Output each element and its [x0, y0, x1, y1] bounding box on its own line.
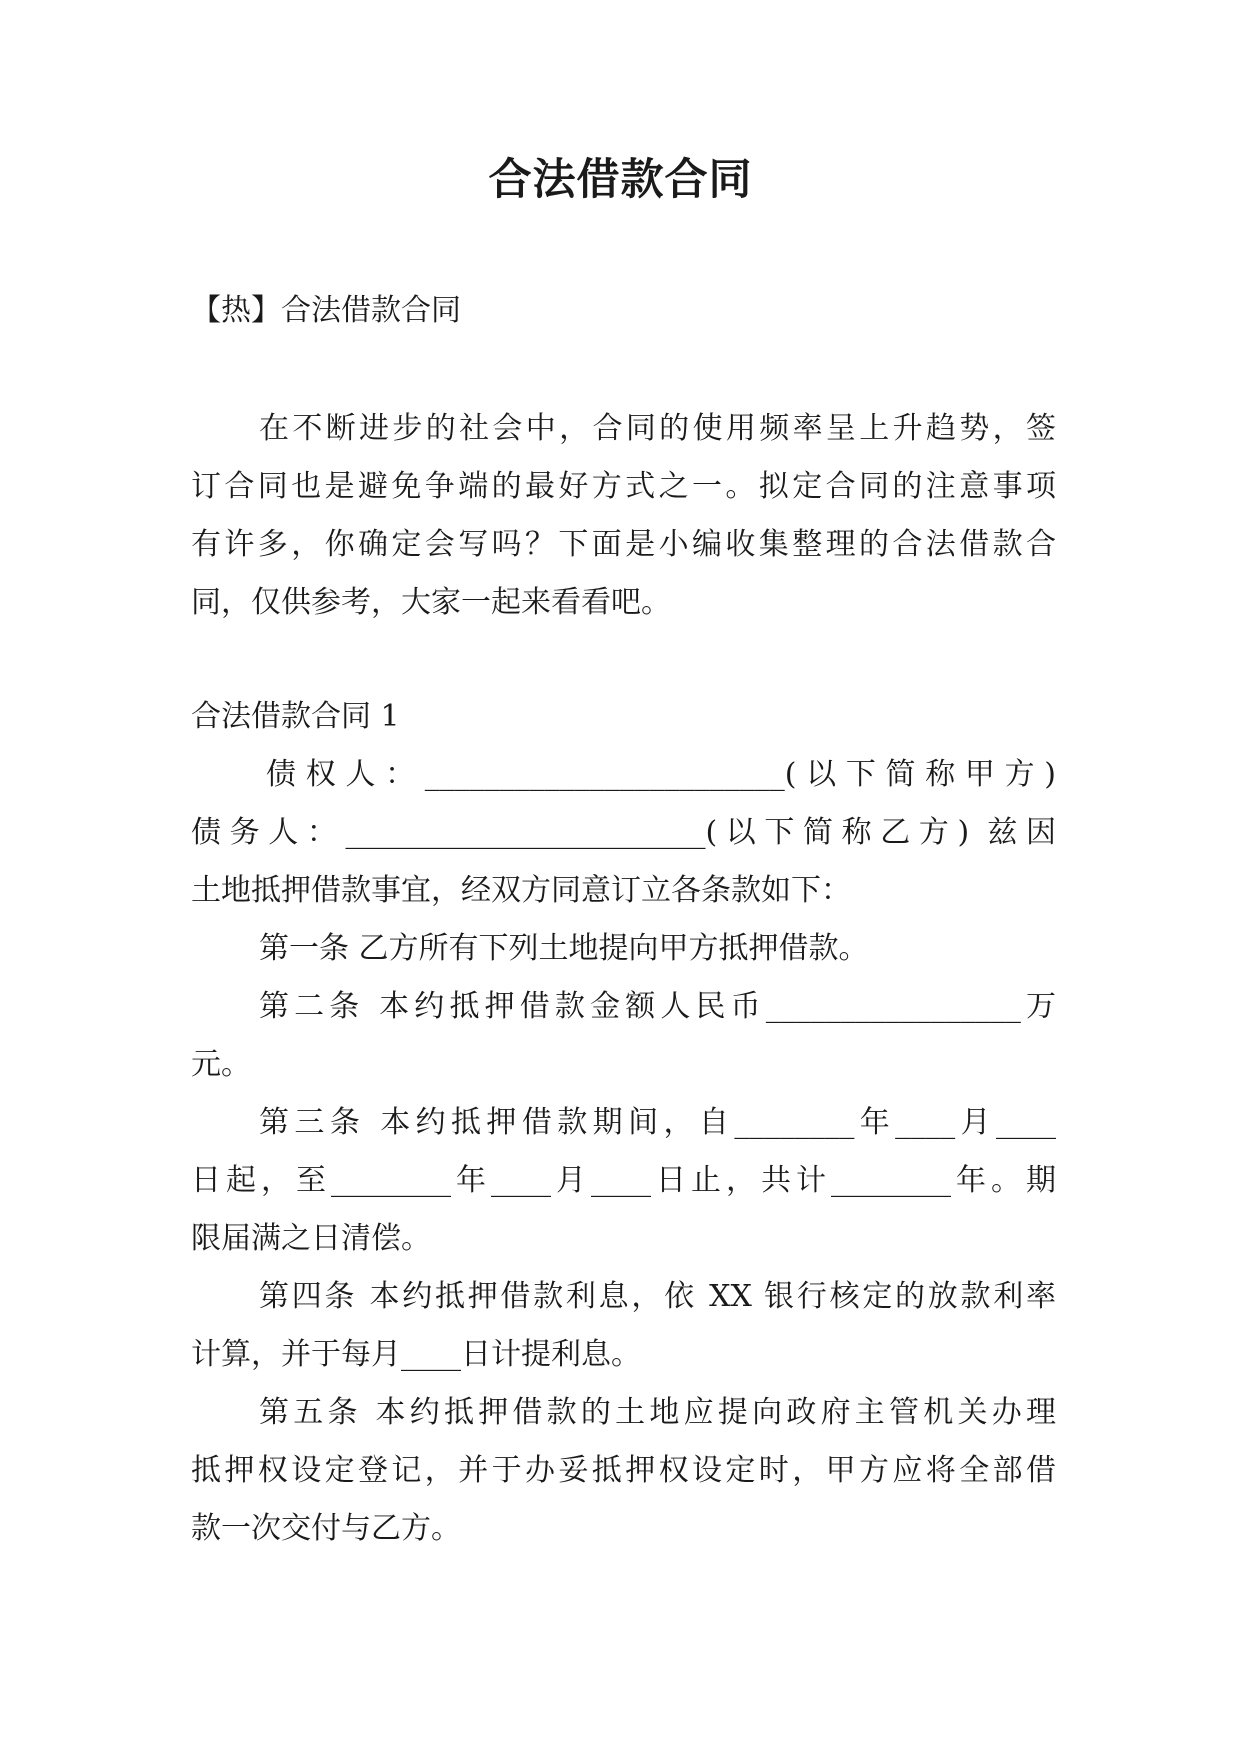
clause-line: 第二条 本约抵押借款金额人民币_________________万 [259, 989, 1056, 1024]
clause-line: 元。 [191, 1047, 251, 1082]
clause-line: 债务人：________________________(以下简称乙方) 兹因 [191, 815, 1056, 850]
section-title: 合法借款合同 1 [191, 699, 400, 734]
intro-line: 有许多，你确定会写吗？下面是小编收集整理的合法借款合 [191, 527, 1056, 562]
spacer [191, 632, 1056, 688]
intro-line: 同，仅供参考，大家一起来看看吧。 [191, 585, 671, 620]
clause-line: 第五条 本约抵押借款的土地应提向政府主管机关办理 [259, 1395, 1056, 1430]
clause-line: 款一次交付与乙方。 [191, 1511, 461, 1546]
clause-line: 土地抵押借款事宜，经双方同意订立各条款如下： [191, 873, 851, 908]
document-subtitle: 【热】合法借款合同 [191, 293, 461, 328]
clause-line: 抵押权设定登记，并于办妥抵押权设定时，甲方应将全部借 [191, 1453, 1056, 1488]
clause-line: 限届满之日清偿。 [191, 1221, 431, 1256]
clause-line: 债权人：________________________(以下简称甲方) [266, 757, 1056, 792]
clause-line: 第四条 本约抵押借款利息，依 XX 银行核定的放款利率 [259, 1279, 1056, 1314]
spacer [191, 340, 1056, 400]
clause-line: 第一条 乙方所有下列土地提向甲方抵押借款。 [259, 931, 869, 966]
clause-line: 日起，至________年____月____日止，共计________年。期 [191, 1163, 1056, 1198]
clause-line: 计算，并于每月____日计提利息。 [191, 1337, 641, 1372]
document-title: 合法借款合同 [488, 155, 753, 205]
intro-line: 订合同也是避免争端的最好方式之一。拟定合同的注意事项 [191, 469, 1056, 504]
intro-line: 在不断进步的社会中，合同的使用频率呈上升趋势，签 [259, 411, 1056, 446]
document-body [191, 282, 1056, 1558]
clause-line: 第三条 本约抵押借款期间，自________年____月____ [259, 1105, 1056, 1140]
